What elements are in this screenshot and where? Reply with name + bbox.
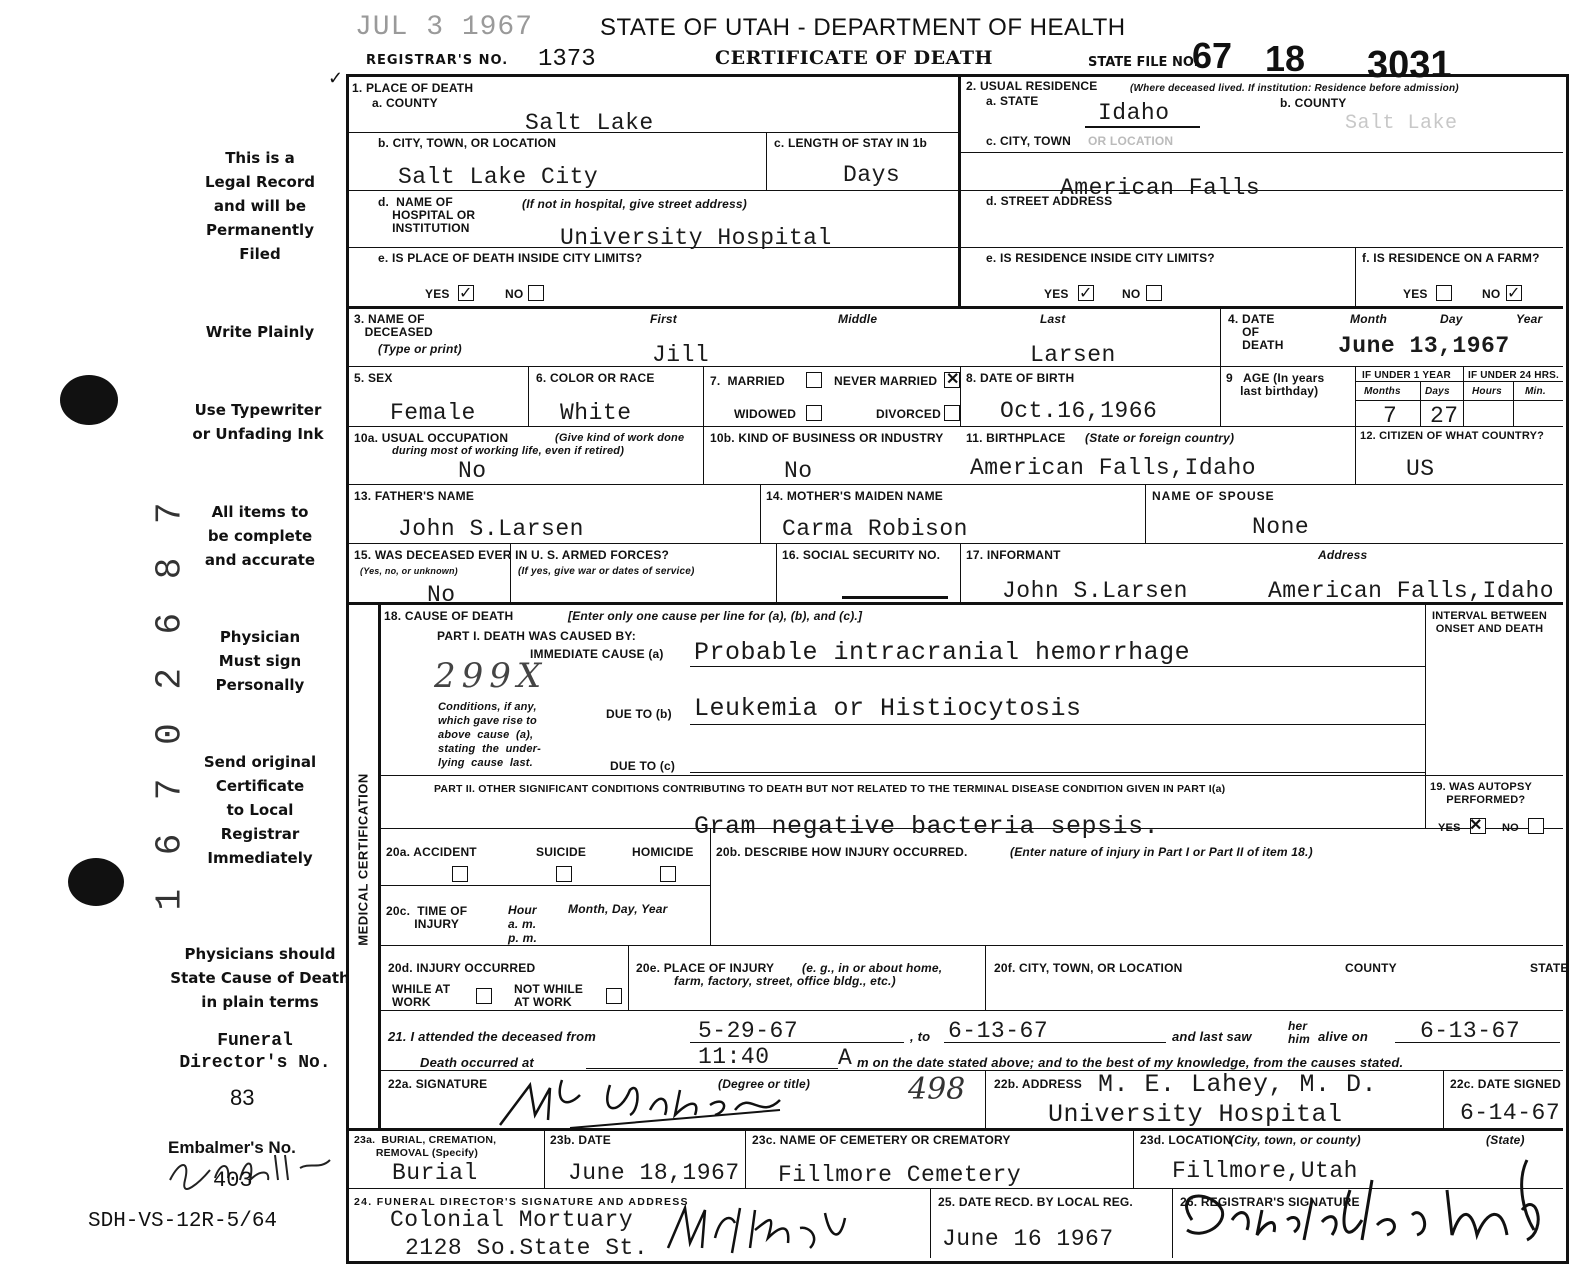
form-code: SDH-VS-12R-5/64 [88,1210,278,1233]
accident-label: 20a. ACCIDENT [386,845,477,859]
part-one-label: PART I. DEATH WAS CAUSED BY: [437,629,636,643]
inside-city-no-checkbox[interactable] [528,285,544,301]
state-file-label: STATE FILE NO. [1088,55,1199,70]
check-mark-icon: ✓ [1507,285,1521,302]
funeral-director-label: Funeral Director's No. [179,1031,331,1073]
armed-forces-note-2: (If yes, give war or dates of service) [518,566,695,577]
homicide-checkbox[interactable] [660,866,676,882]
injury-county-label: COUNTY [1345,961,1397,975]
deceased-name-label: 3. NAME OF DECEASED [354,312,433,339]
informant-label: 17. INFORMANT [966,548,1061,562]
autopsy-no-checkbox[interactable] [1528,818,1544,834]
registrar-signature [1172,1150,1562,1260]
divorced-label: DIVORCED [876,407,941,421]
place-of-injury-note: (e. g., in or about home, farm, factory, street, office bldg., etc.) [674,961,943,988]
certificate-title: CERTIFICATE OF DEATH [715,47,993,69]
complete-accurate-note: All items to be complete and accurate [204,503,316,569]
time-of-injury-label: 20c. TIME OF INJURY [386,904,468,931]
burial-location-note: (City, town, or county) [1230,1133,1361,1147]
check-mark-icon: ✓ [1079,285,1093,302]
punch-hole-bottom [68,858,124,906]
punch-hole-top [60,375,118,425]
social-security-label: 16. SOCIAL SECURITY NO. [782,548,941,562]
hospital-note: (If not in hospital, give street address) [522,197,747,211]
write-plainly-note: Write Plainly [205,323,315,341]
business-label: 10b. KIND OF BUSINESS OR INDUSTRY [710,431,944,445]
street-address-label: d. STREET ADDRESS [986,194,1113,208]
immediate-cause-label: IMMEDIATE CAUSE (a) [530,647,664,661]
informant-value: John S.Larsen [1002,578,1188,604]
death-occurred-label: Death occurred at [420,1055,534,1070]
farm-no-label: NO [1482,287,1501,301]
funeral-director-signature [660,1198,850,1260]
residence-city-label: c. CITY, TOWN [986,134,1072,148]
city-value: Salt Lake City [398,164,599,190]
father-name-value: John S.Larsen [398,516,584,542]
usual-residence-label: 2. USUAL RESIDENCE [966,79,1098,93]
x-mark-icon: ✕ [946,371,960,388]
month-label: Month [1350,312,1387,326]
first-name-value: Jill [652,342,710,368]
x-mark-icon: ✕ [1469,817,1483,834]
city-label: b. CITY, TOWN, OR LOCATION [378,136,557,150]
middle-name-label: Middle [838,312,878,326]
due-to-b-label: DUE TO (b) [606,707,672,721]
months-label: Months [1364,386,1401,397]
spouse-name-label: NAME OF SPOUSE [1152,489,1275,503]
mother-name-label: 14. MOTHER'S MAIDEN NAME [766,489,944,503]
conditions-note: Conditions, if any, which gave rise to above cause (a), stating the under- lying cause last. [438,701,541,769]
occupation-label: 10a. USUAL OCCUPATION [354,431,509,445]
alive-on-label: alive on [1318,1029,1369,1044]
burial-date-value: June 18,1967 [568,1160,740,1186]
age-label: 9 AGE (In years last birthday) [1226,371,1325,398]
check-mark-icon: ✓ [328,68,344,88]
disposition-label: 23a. BURIAL, CREMATION, REMOVAL (Specify) [354,1134,497,1159]
residence-inside-no-label: NO [1122,287,1141,301]
registrar-number: 1373 [538,46,596,73]
interval-label: INTERVAL BETWEEN ONSET AND DEATH [1432,610,1548,635]
autopsy-yes-label: YES [1438,822,1461,834]
part-two-value: Gram negative bacteria sepsis. [694,812,1160,841]
injury-city-label: 20f. CITY, TOWN, OR LOCATION [994,961,1183,975]
sex-label: 5. SEX [354,371,393,385]
legal-record-note: This is a Legal Record and will be Permanently Filed [204,149,315,263]
residence-inside-city-label: e. IS RESIDENCE INSIDE CITY LIMITS? [986,251,1215,265]
accident-checkbox[interactable] [452,866,468,882]
divorced-checkbox[interactable] [944,405,960,421]
age-days-value: 27 [1430,403,1459,429]
cemetery-label: 23c. NAME OF CEMETERY OR CREMATORY [752,1133,1011,1147]
business-value: No [784,458,813,484]
residence-city-faint-label: OR LOCATION [1088,134,1174,148]
race-value: White [560,400,632,426]
date-received-value: June 16 1967 [942,1226,1114,1252]
physician-address-label: 22b. ADDRESS [994,1077,1082,1091]
race-label: 6. COLOR OR RACE [536,371,655,385]
while-at-work-checkbox[interactable] [476,988,492,1004]
married-label: 7. MARRIED [710,374,785,388]
funeral-director-sig-label: 24. FUNERAL DIRECTOR'S SIGNATURE AND ADDRESS [354,1196,689,1208]
last-name-value: Larsen [1030,342,1116,368]
homicide-label: HOMICIDE [632,845,694,859]
burial-date-label: 23b. DATE [550,1133,611,1147]
funeral-home-value: Colonial Mortuary [390,1207,634,1233]
hours-label: Hours [1472,386,1502,397]
residence-county-label: b. COUNTY [1280,96,1347,110]
cause-of-death-label: 18. CAUSE OF DEATH [384,609,514,623]
physicians-cause-note: Physicians should State Cause of Death in plain terms [170,945,350,1011]
informant-address-label: Address [1318,548,1368,562]
attended-from-value: 5-29-67 [698,1018,799,1044]
date-signed-label: 22c. DATE SIGNED [1450,1077,1562,1091]
injury-description-note: (Enter nature of injury in Part I or Part II of item 18.) [1010,845,1313,859]
registrar-number-label: REGISTRAR'S NO. [366,53,509,68]
mother-name-value: Carma Robison [782,516,968,542]
birthplace-note: (State or foreign country) [1085,431,1235,445]
embalmer-label: Embalmer's No. [168,1138,296,1157]
funeral-address-value: 2128 So.State St. [405,1235,649,1261]
check-mark-icon: ✓ [459,285,473,302]
residence-inside-yes-label: YES [1044,287,1069,301]
birthplace-label: 11. BIRTHPLACE [966,431,1066,445]
date-of-birth-label: 8. DATE OF BIRTH [966,371,1075,385]
age-months-value: 7 [1383,403,1398,429]
under-one-year-label: IF UNDER 1 YEAR [1362,370,1451,381]
minutes-label: Min. [1525,386,1546,397]
armed-forces-value: No [427,582,456,608]
occupation-note: (Give kind of work done during most of working life, even if retired) [392,432,685,457]
date-signed-value: 6-14-67 [1460,1100,1561,1126]
attended-to-label: , to [910,1029,931,1044]
days-label: Days [1425,386,1450,397]
last-name-label: Last [1040,312,1066,326]
death-time-value: 11:40 [698,1044,770,1070]
suicide-checkbox[interactable] [556,866,572,882]
burial-state-label: (State) [1486,1133,1525,1147]
last-saw-value: 6-13-67 [1420,1018,1521,1044]
hospital-label: d. NAME OF HOSPITAL OR INSTITUTION [378,195,476,235]
inside-city-no-label: NO [505,287,524,301]
day-label: Day [1440,312,1463,326]
her-him-label: her him [1288,1019,1310,1046]
state-file-number-3: 3031 [1367,44,1452,86]
type-print-note: (Type or print) [378,342,462,356]
handwritten-code: 299X [434,656,548,696]
year-label: Year [1516,312,1543,326]
last-saw-label: and last saw [1172,1029,1252,1044]
death-statement-label: m on the date stated above; and to the best of my knowledge, from the causes stated. [857,1055,1404,1070]
residence-state-value: Idaho [1098,100,1170,126]
informant-address-value: American Falls,Idaho [1268,578,1555,604]
farm-yes-label: YES [1403,287,1428,301]
disposition-value: Burial [392,1160,478,1186]
send-original-note: Send original Certificate to Local Registrar Immediately [203,753,317,867]
attended-to-value: 6-13-67 [948,1018,1049,1044]
part-two-label: PART II. OTHER SIGNIFICANT CONDITIONS CONTRIBUTING TO DEATH BUT NOT RELATED TO THE TERMINAL DISEASE CONDITION GIVEN IN PART I(a) [434,783,1226,795]
inside-city-label: e. IS PLACE OF DEATH INSIDE CITY LIMITS? [378,251,643,265]
autopsy-no-label: NO [1502,822,1519,834]
under-24-hours-label: IF UNDER 24 HRS. [1468,370,1559,381]
inside-city-yes-label: YES [425,287,450,301]
medical-certification-label: MEDICAL CERTIFICATION [355,773,371,946]
not-while-at-work-label: NOT WHILE AT WORK [514,982,584,1009]
never-married-label: NEVER MARRIED [834,374,938,388]
armed-forces-note-1: (Yes, no, or unknown) [360,566,458,576]
sex-value: Female [390,400,476,426]
cemetery-value: Fillmore Cemetery [778,1162,1022,1188]
citizen-label: 12. CITIZEN OF WHAT COUNTRY? [1360,430,1545,442]
place-of-death-label: 1. PLACE OF DEATH [352,81,474,95]
residence-inside-no-checkbox[interactable] [1146,285,1162,301]
father-name-label: 13. FATHER'S NAME [354,489,475,503]
funeral-director-number: 83 [230,1085,255,1110]
degree-title-label: (Degree or title) [718,1077,811,1091]
county-label: a. COUNTY [372,96,438,110]
widowed-label: WIDOWED [734,407,797,421]
due-to-b-value: Leukemia or Histiocytosis [694,694,1082,723]
suicide-label: SUICIDE [536,845,587,859]
due-to-c-label: DUE TO (c) [610,759,676,773]
autopsy-label: 19. WAS AUTOPSY PERFORMED? [1430,781,1533,806]
state-label: a. STATE [986,94,1039,108]
attended-label: 21. I attended the deceased from [388,1029,596,1044]
date-received-label: 25. DATE RECD. BY LOCAL REG. [938,1195,1133,1209]
first-name-label: First [650,312,678,326]
physician-name-value: M. E. Lahey, M. D. [1098,1070,1378,1099]
burial-location-label: 23d. LOCATION [1140,1133,1232,1147]
occupation-value: No [458,458,487,484]
registrar-signature-label: 26. REGISTRAR'S SIGNATURE [1180,1195,1360,1209]
county-value: Salt Lake [525,110,654,136]
physician-signature [490,1070,790,1132]
residence-farm-label: f. IS RESIDENCE ON A FARM? [1362,251,1540,265]
farm-yes-checkbox[interactable] [1436,285,1452,301]
armed-forces-label: 15. WAS DECEASED EVER IN U. S. ARMED FORCES? [354,548,670,562]
typewriter-note: Use Typewriter or Unfading Ink [192,401,324,443]
state-file-number-2: 18 [1265,38,1306,79]
form-title: STATE OF UTAH - DEPARTMENT OF HEALTH [600,14,1126,41]
residence-city-value: American Falls [1060,175,1261,201]
physician-sign-note: Physician Must sign Personally [215,628,305,694]
burial-location-value: Fillmore,Utah [1172,1158,1358,1184]
widowed-checkbox[interactable] [806,405,822,421]
received-date-stamp: JUL 3 1967 [355,12,534,43]
length-stay-label: c. LENGTH OF STAY IN 1b [774,136,928,150]
married-checkbox[interactable] [806,372,822,388]
immediate-cause-value: Probable intracranial hemorrhage [694,638,1191,667]
spouse-name-value: None [1252,514,1310,540]
month-day-year-label: Month, Day, Year [568,902,668,916]
date-of-birth-value: Oct.16,1966 [1000,398,1158,424]
hospital-value: University Hospital [560,225,832,251]
signature-label: 22a. SIGNATURE [388,1077,488,1091]
while-at-work-label: WHILE AT WORK [392,982,451,1009]
citizen-value: US [1406,456,1435,482]
injury-occurred-label: 20d. INJURY OCCURRED [388,961,536,975]
residence-county-value: Salt Lake [1345,112,1458,135]
hour-ampm-label: Hour a. m. p. m. [508,903,538,945]
death-ampm-value: A [838,1045,853,1071]
signature-number: 498 [908,1072,966,1107]
date-of-death-value: June 13,1967 [1338,333,1510,359]
injury-state-label: STATE [1530,961,1569,975]
physician-address-value: University Hospital [1048,1100,1343,1129]
birthplace-value: American Falls,Idaho [970,455,1257,481]
state-file-number-1: 67 [1192,35,1233,76]
place-of-injury-label: 20e. PLACE OF INJURY [636,961,775,975]
length-stay-value: Days [843,162,901,188]
embalmer-number: 403 [213,1168,253,1193]
date-of-death-label: 4. DATE OF DEATH [1228,312,1284,352]
cause-of-death-note: [Enter only one cause per line for (a), (b), and (c).] [568,609,863,623]
injury-description-label: 20b. DESCRIBE HOW INJURY OCCURRED. [716,845,968,859]
not-while-at-work-checkbox[interactable] [606,988,622,1004]
usual-residence-note: (Where deceased lived. If institution: Residence before admission) [1130,83,1459,94]
vertical-index-number: 1 6 7 0 2 6 8 7 [149,496,191,911]
